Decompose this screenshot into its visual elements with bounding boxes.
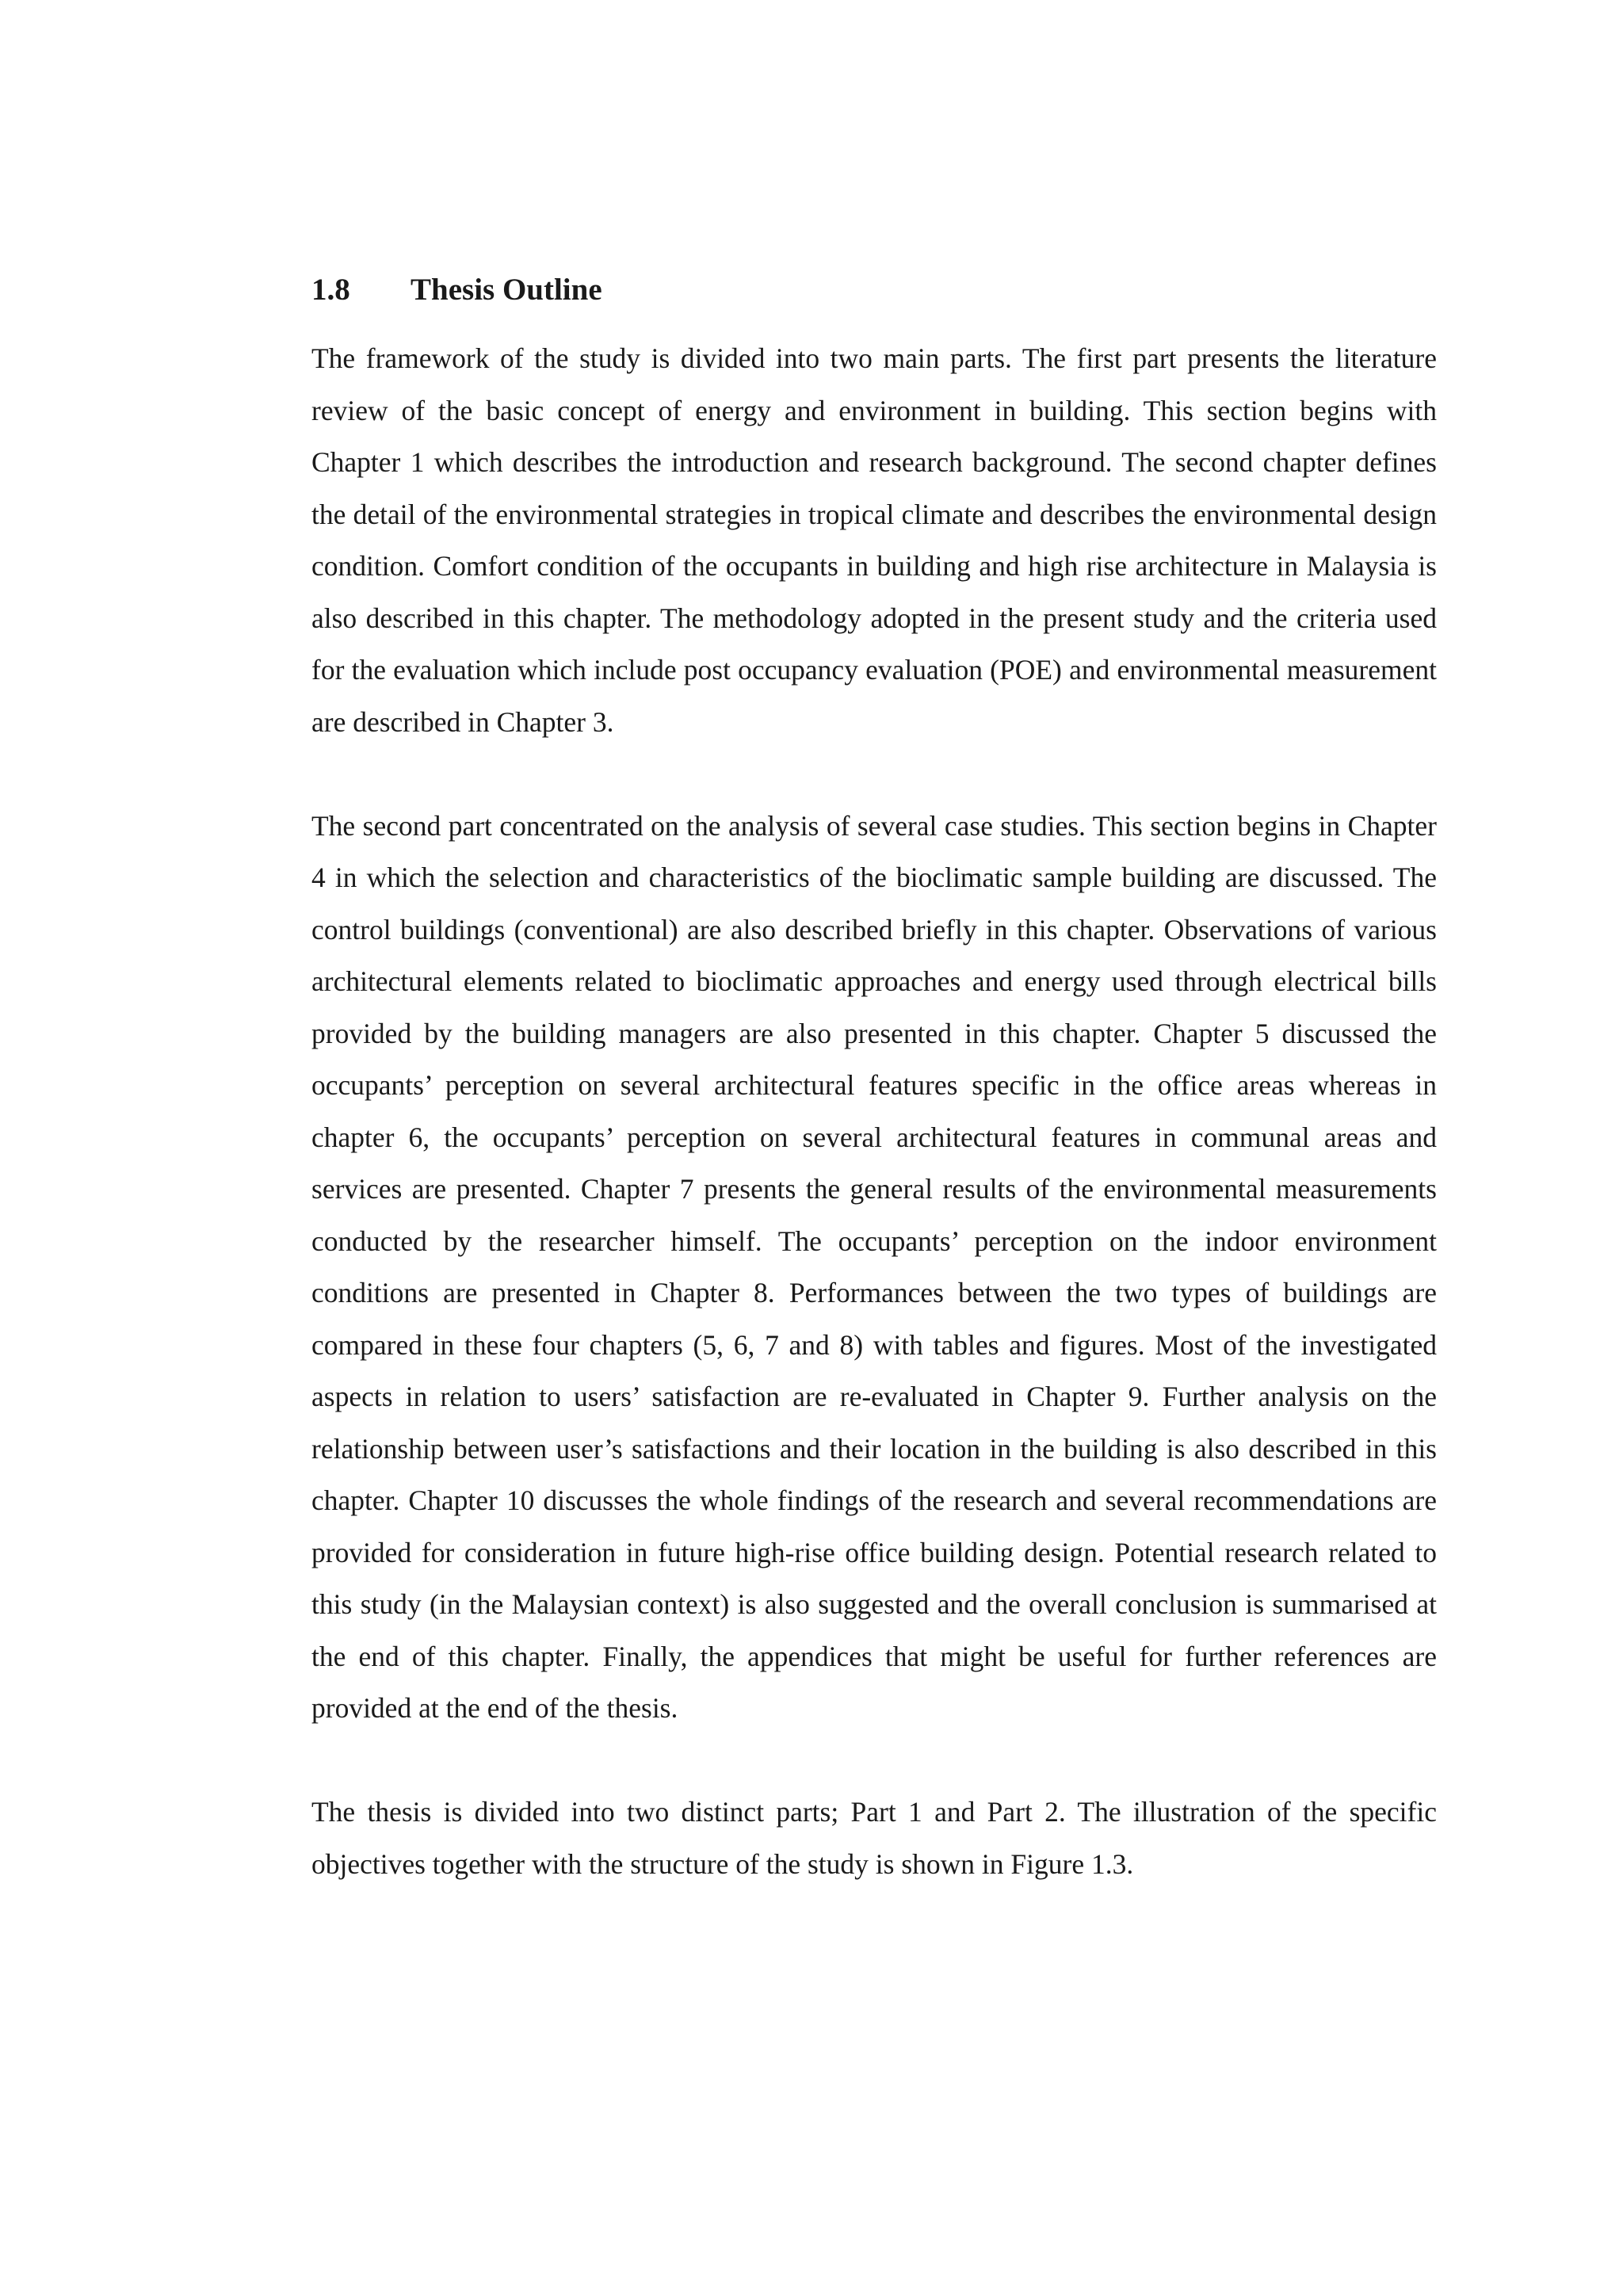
paragraph-case-studies: The second part concentrated on the analysis of several case studies. This section begins in Chapter 4 in which the selection and characteristics of the bioclimatic sample building are discussed. The control buildings (conventional) are also described briefly in this chapter. Observations of various architectural elements related to bioclimatic approaches and energy used through electrical bills provided by the building managers are also presented in this chapter. Chapter 5 discussed the occupants’ perception on several architectural features specific in the office areas whereas in chapter 6, the occupants’ perception on several architectural features in communal areas and services are presented. Chapter 7 presents the general results of the environmental measurements conducted by the researcher himself. The occupants’ perception on the indoor environment conditions are presented in Chapter 8. Performances between the two types of buildings are compared in these four chapters (5, 6, 7 and 8) with tables and figures. Most of the investigated aspects in relation to users’ satisfaction are re-evaluated in Chapter 9. Further analysis on the relationship between user’s satisfactions and their location in the building is also described in this chapter. Chapter 10 discusses the whole findings of the research and several recommendations are provided for consideration in future high-rise office building design. Potential research related to this study (in the Malaysian context) is also suggested and the overall conclusion is summarised at the end of this chapter. Finally, the appendices that might be useful for further references are provided at the end of the thesis. (311, 809, 1437, 1724)
section-number: 1.8 (311, 273, 350, 307)
section-heading (311, 269, 1437, 311)
page-content (311, 269, 1437, 1890)
paragraph-framework: The framework of the study is divided into two main parts. The first part presents the literature review of the basic concept of energy and environment in building. This section begins with Chapter 1 which describes the introduction and research background. The second chapter defines the detail of the environmental strategies in tropical climate and describes the environmental design condition. Comfort condition of the occupants in building and high rise architecture in Malaysia is also described in this chapter. The methodology adopted in the present study and the criteria used for the evaluation which include post occupancy evaluation (POE) and environmental measurement are described in Chapter 3. (311, 342, 1437, 738)
paragraph-parts: The thesis is divided into two distinct parts; Part 1 and Part 2. The illustration of the specific objectives together with the structure of the study is shown in Figure 1.3. (311, 1796, 1437, 1880)
section-title: Thesis Outline (411, 273, 602, 307)
